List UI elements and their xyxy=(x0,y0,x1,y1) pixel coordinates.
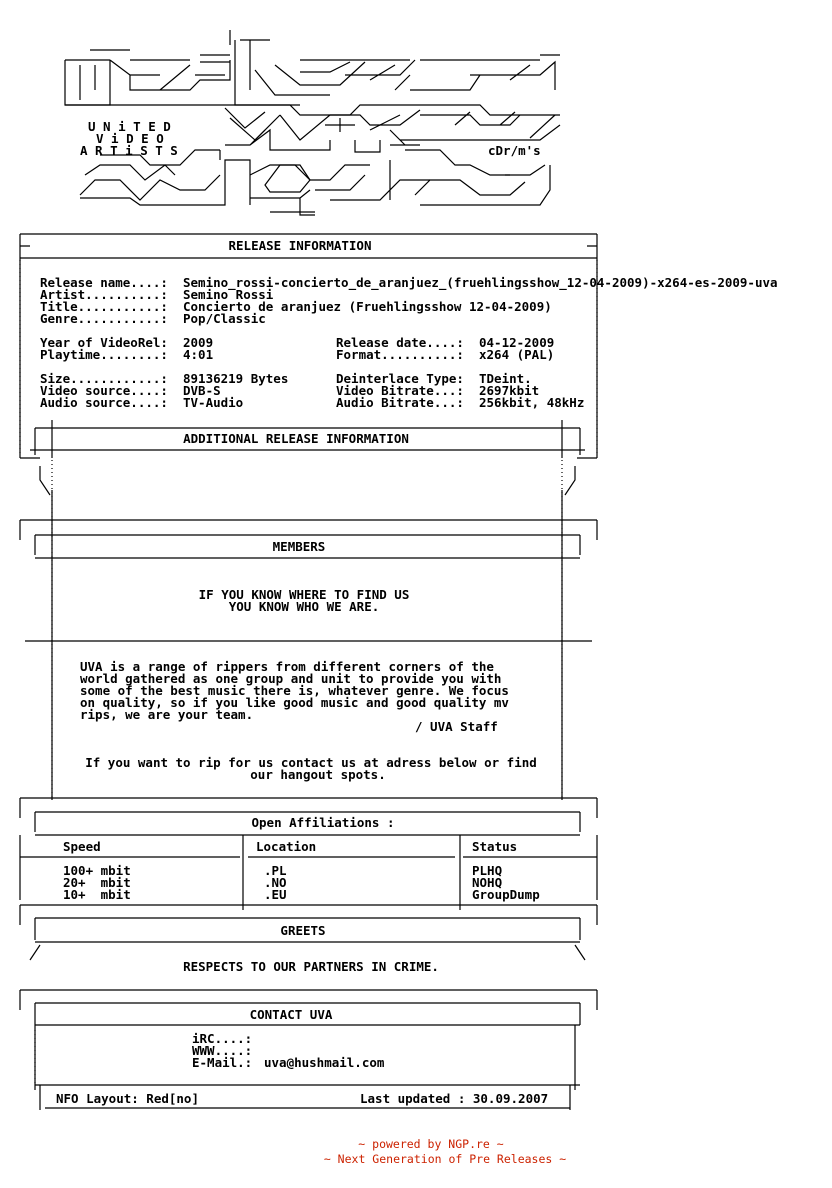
release-date-value: 04-12-2009 xyxy=(479,335,555,350)
additional-info-title: ADDITIONAL RELEASE INFORMATION xyxy=(183,431,409,446)
affiliations-title: Open Affiliations : xyxy=(251,815,395,830)
affil-speed-2: 20+ mbit xyxy=(63,875,131,890)
affil-location-2: .NO xyxy=(264,875,287,890)
size-label: Size............: xyxy=(40,371,168,386)
last-updated: Last updated : 30.09.2007 xyxy=(360,1091,549,1106)
contact-line-1: If you want to rip for us contact us at adress below or find xyxy=(85,755,537,770)
playtime-value: 4:01 xyxy=(183,347,214,362)
year-value: 2009 xyxy=(183,335,214,350)
logo-artists-line: A R T i S T S xyxy=(80,143,178,158)
about-line-5: rips, we are your team. xyxy=(80,707,254,722)
title-label: Title...........: xyxy=(40,299,168,314)
about-line-2: world gathered as one group and unit to provide you with xyxy=(80,671,502,686)
video-bitrate-label: Video Bitrate...: xyxy=(336,383,464,398)
affil-speed-3: 10+ mbit xyxy=(63,887,131,902)
affil-speed-1: 100+ mbit xyxy=(63,863,131,878)
affil-status-2: NOHQ xyxy=(472,875,503,890)
video-bitrate-value: 2697kbit xyxy=(479,383,540,398)
powered-by-line[interactable]: ~ powered by NGP.re ~ xyxy=(358,1137,504,1151)
release-name-value: Semino_rossi-concierto_de_aranjuez_(fruehlingsshow_12-04-2009)-x264-es-2009-uva xyxy=(183,275,778,290)
col-speed-header: Speed xyxy=(63,839,101,854)
genre-label: Genre...........: xyxy=(40,311,168,326)
audio-bitrate-label: Audio Bitrate...: xyxy=(336,395,464,410)
email-label: E-Mail.: xyxy=(192,1055,253,1070)
members-motto-1: IF YOU KNOW WHERE TO FIND US xyxy=(198,587,410,602)
contact-title: CONTACT UVA xyxy=(249,1007,333,1022)
artist-label: Artist..........: xyxy=(40,287,168,302)
col-status-header: Status xyxy=(472,839,518,854)
about-line-3: some of the best music there is, whatever genre. We focus xyxy=(80,683,509,698)
video-source-label: Video source....: xyxy=(40,383,168,398)
title-value: Concierto de aranjuez (Fruehlingsshow 12-04-2009) xyxy=(183,299,552,314)
members-motto-2: YOU KNOW WHO WE ARE. xyxy=(228,599,380,614)
logo-signature: cDr/m's xyxy=(488,143,541,158)
about-line-1: UVA is a range of rippers from different corners of the xyxy=(80,659,494,674)
greets-title: GREETS xyxy=(280,923,326,938)
affil-location-1: .PL xyxy=(264,863,287,878)
release-name-label: Release name....: xyxy=(40,275,168,290)
contact-line-2: our hangout spots. xyxy=(250,767,386,782)
irc-label: iRC....: xyxy=(192,1031,253,1046)
format-value: x264 (PAL) xyxy=(479,347,555,362)
affil-location-3: .EU xyxy=(264,887,287,902)
video-source-value: DVB-S xyxy=(183,383,221,398)
deinterlace-value: TDeint. xyxy=(479,371,532,386)
audio-bitrate-value: 256kbit, 48kHz xyxy=(479,395,585,410)
logo-video-line: V i D E O xyxy=(96,131,164,146)
email-value: uva@hushmail.com xyxy=(264,1055,385,1070)
playtime-label: Playtime........: xyxy=(40,347,168,362)
next-generation-line: ~ Next Generation of Pre Releases ~ xyxy=(323,1152,567,1166)
release-info-title: RELEASE INFORMATION xyxy=(228,238,372,253)
about-line-4: on quality, so if you like good music and good quality mv xyxy=(80,695,509,710)
format-label: Format..........: xyxy=(336,347,464,362)
layout-credit: NFO Layout: Red[no] xyxy=(56,1091,199,1106)
audio-source-label: Audio source....: xyxy=(40,395,168,410)
year-label: Year of VideoRel: xyxy=(40,335,168,350)
greets-text: RESPECTS TO OUR PARTNERS IN CRIME. xyxy=(183,959,439,974)
members-title: MEMBERS xyxy=(272,539,326,554)
deinterlace-label: Deinterlace Type: xyxy=(336,371,464,386)
size-value: 89136219 Bytes xyxy=(183,371,289,386)
col-location-header: Location xyxy=(256,839,317,854)
www-label: WWW....: xyxy=(192,1043,253,1058)
affil-status-3: GroupDump xyxy=(472,887,540,902)
affil-status-1: PLHQ xyxy=(472,863,503,878)
logo-united-line: U N i T E D xyxy=(88,119,171,134)
genre-value: Pop/Classic xyxy=(183,311,266,326)
artist-value: Semino Rossi xyxy=(183,287,274,302)
staff-signature: / UVA Staff xyxy=(415,719,498,734)
release-date-label: Release date....: xyxy=(336,335,464,350)
audio-source-value: TV-Audio xyxy=(183,395,244,410)
